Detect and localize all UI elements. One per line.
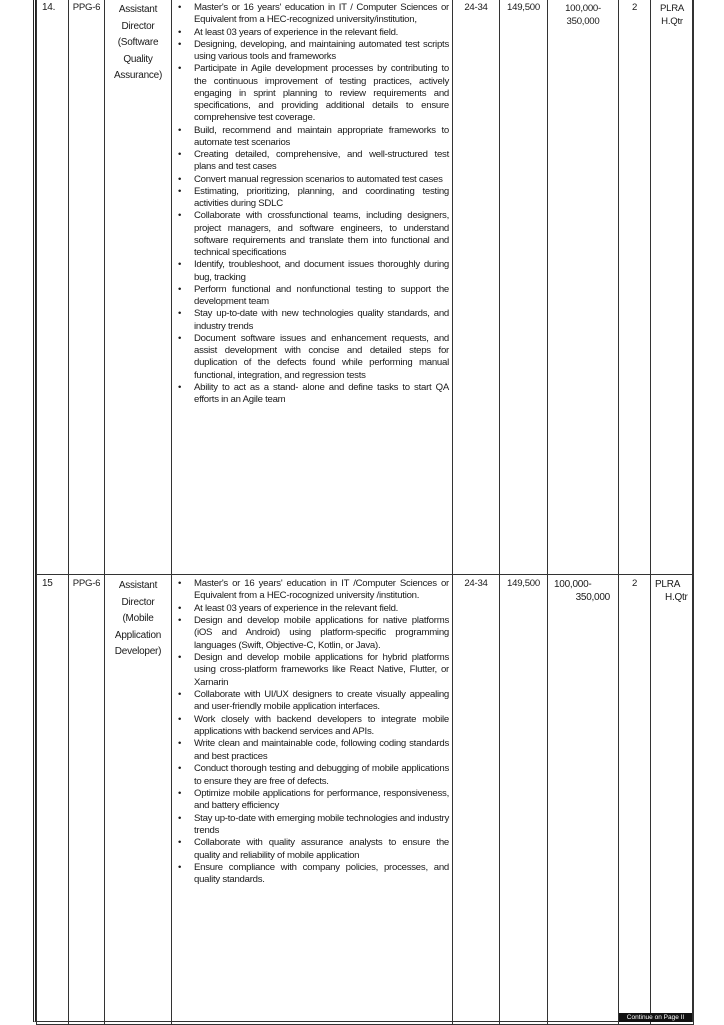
requirement-item: • Perform functional and nonfunctional testing to support the development team bbox=[172, 284, 449, 309]
requirement-item: • Participate in Agile development processes by contributing to the continuous improvement of testing practices, actively engaging in sprint planning to review requirements and specifications, and providing additional details to ensure comprehensive test coverage. bbox=[172, 63, 449, 124]
requirement-item: • Design and develop mobile applications for native platforms (iOS and Android) using platform-specific programming languages (Swift, Objective-C, Kotlin, or Java). bbox=[172, 615, 449, 652]
salary: 149,500 bbox=[500, 0, 548, 575]
post-title bbox=[105, 0, 172, 575]
post-title-line: Quality bbox=[123, 53, 153, 65]
post-title-line: Developer) bbox=[114, 646, 162, 657]
location bbox=[651, 575, 694, 1025]
number-of-posts: 2 bbox=[619, 575, 651, 1025]
pay-scale-line: 100,000- bbox=[565, 3, 601, 14]
pay-scale-line: 350,000 bbox=[575, 592, 610, 603]
requirement-item: • Master's or 16 years' education in IT / Computer Sciences or Equivalent from a HEC-recognized university/institution, bbox=[172, 2, 449, 27]
grade: PPG-6 bbox=[69, 0, 105, 575]
location-line: H.Qtr bbox=[665, 592, 688, 603]
post-title-line: Director bbox=[121, 20, 155, 32]
requirement-item: • Ability to act as a stand- alone and define tasks to start QA efforts in an Agile team bbox=[172, 382, 449, 407]
requirement-item: • Document software issues and enhancement requests, and assist development with concise and detailed steps for duplication of the defects found while performing manual functional, integration, and regression tests bbox=[172, 333, 449, 382]
requirement-item: • Build, recommend and maintain appropriate frameworks to automate test scenarios bbox=[172, 125, 449, 150]
number-of-posts: 2 bbox=[619, 0, 651, 575]
post-title-line: Application bbox=[114, 629, 162, 641]
location-line: H.Qtr bbox=[661, 16, 683, 27]
post-title bbox=[105, 575, 172, 1025]
requirement-item: • Collaborate with UI/UX designers to create visually appealing and user-friendly mobile application interfaces. bbox=[172, 689, 449, 714]
requirements-list bbox=[172, 1, 449, 406]
pay-scale bbox=[548, 575, 619, 1025]
requirements bbox=[172, 0, 453, 575]
requirement-item: • At least 03 years of experience in the relevant field. bbox=[172, 27, 449, 39]
location-line: PLRA bbox=[659, 3, 685, 14]
post-title-line: (Mobile bbox=[122, 613, 154, 624]
post-title-line: (Software bbox=[117, 37, 159, 48]
requirements-list bbox=[172, 577, 449, 887]
requirement-item: • Stay up-to-date with new technologies quality standards, and industry trends bbox=[172, 308, 449, 333]
requirement-item: • Convert manual regression scenarios to automated test cases bbox=[172, 174, 449, 186]
post-title-line: Director bbox=[121, 596, 155, 608]
post-title-line: Assistant bbox=[118, 4, 158, 15]
post-title-line: Assurance) bbox=[113, 70, 163, 81]
requirement-item: • Optimize mobile applications for performance, responsiveness, and battery efficiency bbox=[172, 788, 449, 813]
requirement-item: • Work closely with backend developers to integrate mobile applications with backend services and APIs. bbox=[172, 714, 449, 739]
pay-scale bbox=[548, 0, 619, 575]
requirement-item: • Master's or 16 years' education in IT /Computer Sciences or Equivalent from a HEC-rocognized university /institution. bbox=[172, 578, 449, 603]
serial-number: 14. bbox=[37, 0, 69, 575]
age-limit: 24-34 bbox=[453, 575, 500, 1025]
requirements bbox=[172, 575, 453, 1025]
requirement-item: • Ensure compliance with company policies, processes, and quality standards. bbox=[172, 862, 449, 887]
requirement-item: • At least 03 years of experience in the relevant field. bbox=[172, 603, 449, 615]
requirement-item: • Write clean and maintainable code, following coding standards and best practices bbox=[172, 738, 449, 763]
grade: PPG-6 bbox=[69, 575, 105, 1025]
post-title-line: Assistant bbox=[118, 580, 158, 591]
location-line: PLRA bbox=[655, 579, 681, 590]
serial-number: 15 bbox=[37, 575, 69, 1025]
requirement-item: • Stay up-to-date with emerging mobile technologies and industry trends bbox=[172, 813, 449, 838]
requirement-item: • Conduct thorough testing and debugging of mobile applications to ensure they are free of defects. bbox=[172, 763, 449, 788]
age-limit: 24-34 bbox=[453, 0, 500, 575]
requirement-item: • Identify, troubleshoot, and document issues thoroughly during bug, tracking bbox=[172, 259, 449, 284]
location bbox=[651, 0, 694, 575]
table-row bbox=[37, 0, 694, 575]
requirement-item: • Design and develop mobile applications for hybrid platforms using cross-platform frameworks like React Native, Flutter, or Xarnarin bbox=[172, 652, 449, 689]
pay-scale-line: 100,000- bbox=[554, 579, 592, 590]
requirement-item: • Designing, developing, and maintaining automated test scripts using various tools and frameworks bbox=[172, 39, 449, 64]
requirement-item: • Creating detailed, comprehensive, and well-structured test plans and test cases bbox=[172, 149, 449, 174]
job-table bbox=[36, 0, 694, 1025]
continue-on-page-label: Continue on Page II bbox=[619, 1013, 692, 1022]
requirement-item: • Collaborate with crossfunctional teams, including designers, project managers, and software engineers, to understand software requirements and translate them into functional and technical specifications bbox=[172, 210, 449, 259]
salary: 149,500 bbox=[500, 575, 548, 1025]
requirement-item: • Estimating, prioritizing, planning, and coordinating testing activities during SDLC bbox=[172, 186, 449, 211]
requirement-item: • Collaborate with quality assurance analysts to ensure the quality and reliability of mobile application bbox=[172, 837, 449, 862]
table-row bbox=[37, 575, 694, 1025]
pay-scale-line: 350,000 bbox=[566, 16, 600, 27]
